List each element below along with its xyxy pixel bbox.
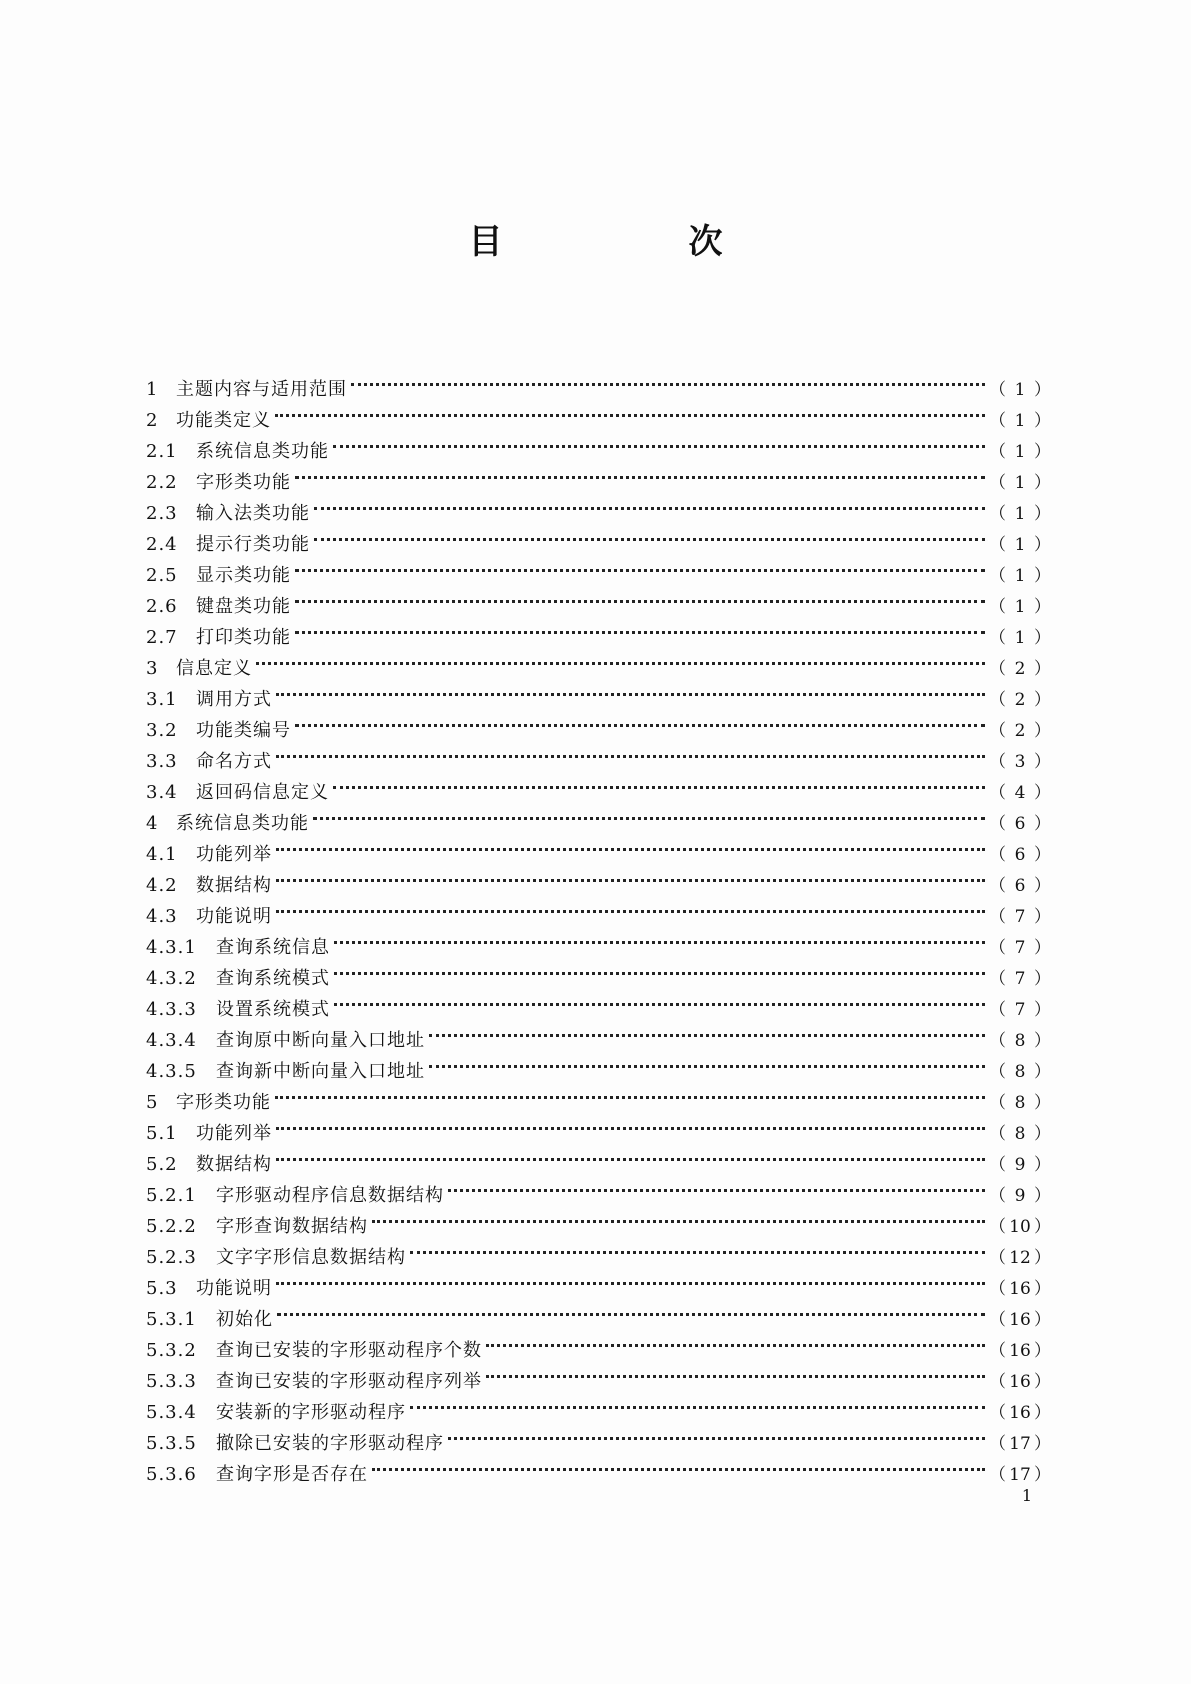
- toc-entry-page-number: 16: [1009, 1372, 1031, 1392]
- toc-entry-label: 功能列举: [196, 1123, 272, 1144]
- toc-entry[interactable]: [146, 1325, 1051, 1361]
- toc-entry-page-number: 1: [1014, 504, 1026, 524]
- toc-entry-page: [989, 809, 1051, 840]
- toc-entry-label: 功能说明: [196, 906, 272, 927]
- toc-entry-page: [989, 1274, 1051, 1305]
- toc-entry-label: 查询字形是否存在: [216, 1464, 368, 1485]
- paren-close: ）: [1034, 1310, 1051, 1330]
- toc-entry-page: [989, 747, 1051, 778]
- paren-close: ）: [1034, 814, 1051, 834]
- toc-entry-label: 字形查询数据结构: [216, 1216, 368, 1237]
- paren-close: ）: [1034, 1124, 1051, 1144]
- paren-open: （: [989, 659, 1006, 679]
- toc-entry-page-number: 8: [1014, 1031, 1026, 1051]
- toc-entry-label: 信息定义: [176, 658, 252, 679]
- paren-close: ）: [1034, 442, 1051, 462]
- toc-entry-number: 3.3: [146, 751, 178, 772]
- toc-entry-page-number: 6: [1014, 876, 1026, 896]
- toc-entry-page-number: 1: [1014, 628, 1026, 648]
- toc-entry-number: 5.3.6: [146, 1464, 197, 1485]
- paren-open: （: [989, 814, 1006, 834]
- toc-entry[interactable]: [146, 891, 1051, 927]
- toc-entry-label: 打印类功能: [196, 627, 291, 648]
- paren-open: （: [989, 969, 1006, 989]
- toc-entry-label: 字形类功能: [176, 1092, 271, 1113]
- toc-entry-number: 4.2: [146, 875, 178, 896]
- toc-entry-label: 查询已安装的字形驱动程序个数: [216, 1340, 482, 1361]
- toc-entry[interactable]: [146, 767, 1051, 803]
- dot-leader: [275, 395, 985, 426]
- dot-leader: [448, 1170, 985, 1201]
- paren-close: ）: [1034, 659, 1051, 679]
- paren-close: ）: [1034, 1403, 1051, 1423]
- toc-entry-page: [989, 1181, 1051, 1212]
- toc-entry-number: 5.1: [146, 1123, 178, 1144]
- toc-entry-page: [989, 406, 1051, 437]
- paren-open: （: [989, 690, 1006, 710]
- toc-entry-number: 5.3.1: [146, 1309, 197, 1330]
- toc-entry-number: 4.3: [146, 906, 178, 927]
- toc-entry-page: [989, 592, 1051, 623]
- toc-entry-page-number: 7: [1014, 907, 1026, 927]
- toc-entry-label: 键盘类功能: [196, 596, 291, 617]
- table-of-contents: [146, 364, 1051, 1485]
- paren-open: （: [989, 752, 1006, 772]
- paren-open: （: [989, 1186, 1006, 1206]
- paren-close: ）: [1034, 938, 1051, 958]
- paren-close: ）: [1034, 1434, 1051, 1454]
- paren-open: （: [989, 1031, 1006, 1051]
- dot-leader: [295, 612, 985, 643]
- toc-entry-page: [989, 871, 1051, 902]
- toc-entry-number: 4.3.2: [146, 968, 197, 989]
- toc-entry[interactable]: [146, 674, 1051, 710]
- toc-entry-label: 功能列举: [196, 844, 272, 865]
- toc-entry[interactable]: [146, 829, 1051, 865]
- toc-entry[interactable]: [146, 1077, 1051, 1113]
- dot-leader: [295, 581, 985, 612]
- toc-entry-number: 2.5: [146, 565, 178, 586]
- toc-entry-label: 查询原中断向量入口地址: [216, 1030, 425, 1051]
- paren-close: ）: [1034, 1062, 1051, 1082]
- toc-entry[interactable]: [146, 1139, 1051, 1175]
- dot-leader: [334, 953, 985, 984]
- dot-leader: [372, 1201, 985, 1232]
- paren-close: ）: [1034, 1217, 1051, 1237]
- toc-entry-page: [989, 1026, 1051, 1057]
- toc-entry-page-number: 4: [1014, 783, 1026, 803]
- dot-leader: [256, 643, 985, 674]
- toc-entry[interactable]: [146, 1294, 1051, 1330]
- toc-entry-label: 查询新中断向量入口地址: [216, 1061, 425, 1082]
- dot-leader: [429, 1046, 985, 1077]
- paren-open: （: [989, 1217, 1006, 1237]
- dot-leader: [276, 829, 985, 860]
- toc-entry-label: 显示类功能: [196, 565, 291, 586]
- toc-entry-number: 5.3.3: [146, 1371, 197, 1392]
- toc-entry-page-number: 2: [1014, 659, 1026, 679]
- dot-leader: [486, 1325, 985, 1356]
- dot-leader: [276, 1139, 985, 1170]
- toc-entry-number: 5.3.4: [146, 1402, 197, 1423]
- toc-entry-number: 5.3.5: [146, 1433, 197, 1454]
- paren-close: ）: [1034, 566, 1051, 586]
- toc-entry-page-number: 17: [1009, 1434, 1031, 1454]
- toc-entry-page-number: 1: [1014, 380, 1026, 400]
- paren-close: ）: [1034, 473, 1051, 493]
- toc-entry-page: [989, 933, 1051, 964]
- toc-entry[interactable]: [146, 1170, 1051, 1206]
- toc-entry-number: 4.3.1: [146, 937, 197, 958]
- toc-entry[interactable]: [146, 705, 1051, 741]
- toc-entry-label: 系统信息类功能: [196, 441, 329, 462]
- toc-entry-page-number: 1: [1014, 597, 1026, 617]
- toc-entry-page-number: 7: [1014, 969, 1026, 989]
- toc-entry-number: 5.2.1: [146, 1185, 197, 1206]
- paren-close: ）: [1034, 380, 1051, 400]
- paren-open: （: [989, 1310, 1006, 1330]
- paren-open: （: [989, 1372, 1006, 1392]
- toc-entry-page: [989, 375, 1051, 406]
- dot-leader: [276, 1263, 985, 1294]
- toc-entry-page: [989, 902, 1051, 933]
- dot-leader: [410, 1387, 985, 1418]
- toc-entry-page: [989, 778, 1051, 809]
- toc-entry-number: 4.3.4: [146, 1030, 197, 1051]
- toc-entry-number: 2.3: [146, 503, 178, 524]
- toc-entry-page: [989, 437, 1051, 468]
- paren-open: （: [989, 411, 1006, 431]
- paren-open: （: [989, 597, 1006, 617]
- toc-entry-label: 安装新的字形驱动程序: [216, 1402, 406, 1423]
- dot-leader: [276, 674, 985, 705]
- dot-leader: [372, 1449, 985, 1480]
- toc-entry-label: 功能类定义: [176, 410, 271, 431]
- toc-entry-label: 命名方式: [196, 751, 272, 772]
- dot-leader: [448, 1418, 985, 1449]
- paren-open: （: [989, 380, 1006, 400]
- toc-entry-label: 初始化: [216, 1309, 273, 1330]
- toc-entry-page-number: 17: [1009, 1465, 1031, 1485]
- toc-entry-number: 4: [146, 813, 159, 834]
- toc-entry-page: [989, 1057, 1051, 1088]
- dot-leader: [313, 798, 985, 829]
- toc-entry-page: [989, 1336, 1051, 1367]
- dot-leader: [351, 364, 985, 395]
- toc-entry-label: 文字字形信息数据结构: [216, 1247, 406, 1268]
- toc-entry-number: 5.2: [146, 1154, 178, 1175]
- toc-entry-page: [989, 1367, 1051, 1398]
- dot-leader: [295, 705, 985, 736]
- toc-entry-number: 3.1: [146, 689, 178, 710]
- toc-entry-page-number: 1: [1014, 535, 1026, 555]
- toc-entry-page-number: 16: [1009, 1310, 1031, 1330]
- paren-close: ）: [1034, 411, 1051, 431]
- toc-entry-number: 4.3.3: [146, 999, 197, 1020]
- toc-entry-page: [989, 1150, 1051, 1181]
- toc-entry-number: 5.2.2: [146, 1216, 197, 1237]
- toc-entry-page: [989, 1429, 1051, 1460]
- paren-close: ）: [1034, 1279, 1051, 1299]
- paren-close: ）: [1034, 1031, 1051, 1051]
- dot-leader: [295, 550, 985, 581]
- paren-open: （: [989, 1465, 1006, 1485]
- toc-entry-page: [989, 716, 1051, 747]
- toc-entry-label: 字形驱动程序信息数据结构: [216, 1185, 444, 1206]
- toc-entry-page-number: 1: [1014, 411, 1026, 431]
- paren-close: ）: [1034, 845, 1051, 865]
- toc-entry-number: 3: [146, 658, 159, 679]
- toc-entry-page: [989, 623, 1051, 654]
- dot-leader: [277, 1294, 985, 1325]
- toc-entry-number: 4.1: [146, 844, 178, 865]
- toc-entry-label: 数据结构: [196, 875, 272, 896]
- paren-close: ）: [1034, 1186, 1051, 1206]
- toc-entry-page: [989, 654, 1051, 685]
- paren-open: （: [989, 876, 1006, 896]
- toc-entry-page-number: 2: [1014, 721, 1026, 741]
- toc-entry-page-number: 7: [1014, 1000, 1026, 1020]
- toc-entry-number: 3.4: [146, 782, 178, 803]
- toc-entry-page: [989, 964, 1051, 995]
- toc-entry-label: 系统信息类功能: [176, 813, 309, 834]
- paren-close: ）: [1034, 1248, 1051, 1268]
- toc-entry-page-number: 3: [1014, 752, 1026, 772]
- paren-open: （: [989, 721, 1006, 741]
- toc-entry-page-number: 9: [1014, 1155, 1026, 1175]
- dot-leader: [276, 1108, 985, 1139]
- toc-entry-label: 功能类编号: [196, 720, 291, 741]
- toc-entry-number: 5.3.2: [146, 1340, 197, 1361]
- toc-entry[interactable]: [146, 1108, 1051, 1144]
- paren-close: ）: [1034, 1093, 1051, 1113]
- toc-entry-page: [989, 995, 1051, 1026]
- paren-close: ）: [1034, 1000, 1051, 1020]
- toc-entry-label: 主题内容与适用范围: [176, 379, 347, 400]
- toc-entry-page-number: 16: [1009, 1279, 1031, 1299]
- dot-leader: [276, 860, 985, 891]
- dot-leader: [486, 1356, 985, 1387]
- paren-close: ）: [1034, 628, 1051, 648]
- toc-entry-page-number: 1: [1014, 442, 1026, 462]
- dot-leader: [275, 1077, 985, 1108]
- toc-entry[interactable]: [146, 643, 1051, 679]
- paren-close: ）: [1034, 1372, 1051, 1392]
- paren-close: ）: [1034, 597, 1051, 617]
- toc-entry-page: [989, 499, 1051, 530]
- page-number: 1: [1021, 1486, 1033, 1505]
- toc-entry-page-number: 12: [1009, 1248, 1031, 1268]
- paren-close: ）: [1034, 907, 1051, 927]
- paren-close: ）: [1034, 535, 1051, 555]
- paren-open: （: [989, 566, 1006, 586]
- toc-entry-label: 返回码信息定义: [196, 782, 329, 803]
- toc-entry-page-number: 1: [1014, 473, 1026, 493]
- toc-entry-page: [989, 1398, 1051, 1429]
- paren-close: ）: [1034, 969, 1051, 989]
- toc-entry[interactable]: [146, 1263, 1051, 1299]
- toc-entry[interactable]: [146, 922, 1051, 958]
- paren-open: （: [989, 1155, 1006, 1175]
- toc-entry[interactable]: [146, 364, 1051, 400]
- toc-entry-page-number: 10: [1009, 1217, 1031, 1237]
- paren-close: ）: [1034, 504, 1051, 524]
- toc-entry-number: 2: [146, 410, 159, 431]
- paren-open: （: [989, 1093, 1006, 1113]
- dot-leader: [276, 891, 985, 922]
- toc-entry-page-number: 6: [1014, 845, 1026, 865]
- toc-entry-page-number: 16: [1009, 1403, 1031, 1423]
- dot-leader: [429, 1015, 985, 1046]
- page-title: 目 次: [468, 222, 799, 262]
- toc-entry[interactable]: [146, 426, 1051, 462]
- paren-open: （: [989, 473, 1006, 493]
- paren-close: ）: [1034, 752, 1051, 772]
- dot-leader: [333, 767, 985, 798]
- paren-close: ）: [1034, 876, 1051, 896]
- toc-entry-label: 调用方式: [196, 689, 272, 710]
- toc-entry-page-number: 6: [1014, 814, 1026, 834]
- paren-close: ）: [1034, 690, 1051, 710]
- toc-entry-label: 查询系统模式: [216, 968, 330, 989]
- dot-leader: [295, 457, 985, 488]
- dot-leader: [410, 1232, 985, 1263]
- toc-entry-number: 5: [146, 1092, 159, 1113]
- toc-entry-label: 输入法类功能: [196, 503, 310, 524]
- toc-entry-number: 2.7: [146, 627, 178, 648]
- toc-entry-page-number: 9: [1014, 1186, 1026, 1206]
- paren-open: （: [989, 1341, 1006, 1361]
- dot-leader: [314, 519, 985, 550]
- toc-entry[interactable]: [146, 736, 1051, 772]
- toc-entry-label: 查询已安装的字形驱动程序列举: [216, 1371, 482, 1392]
- toc-entry-number: 3.2: [146, 720, 178, 741]
- toc-entry-label: 查询系统信息: [216, 937, 330, 958]
- paren-close: ）: [1034, 1465, 1051, 1485]
- toc-entry-page: [989, 1088, 1051, 1119]
- toc-entry-label: 设置系统模式: [216, 999, 330, 1020]
- toc-entry-page-number: 8: [1014, 1062, 1026, 1082]
- paren-open: （: [989, 907, 1006, 927]
- toc-entry-page: [989, 685, 1051, 716]
- toc-entry-page: [989, 1119, 1051, 1150]
- toc-entry-number: 5.3: [146, 1278, 178, 1299]
- paren-open: （: [989, 1248, 1006, 1268]
- paren-close: ）: [1034, 721, 1051, 741]
- toc-entry[interactable]: [146, 395, 1051, 431]
- toc-entry-label: 字形类功能: [196, 472, 291, 493]
- toc-entry-page-number: 8: [1014, 1124, 1026, 1144]
- toc-entry-page: [989, 840, 1051, 871]
- toc-entry-page-number: 2: [1014, 690, 1026, 710]
- toc-entry-number: 2.6: [146, 596, 178, 617]
- dot-leader: [314, 488, 985, 519]
- toc-entry-label: 数据结构: [196, 1154, 272, 1175]
- paren-close: ）: [1034, 1155, 1051, 1175]
- toc-entry-label: 提示行类功能: [196, 534, 310, 555]
- dot-leader: [334, 922, 985, 953]
- toc-entry-page-number: 1: [1014, 566, 1026, 586]
- paren-open: （: [989, 1279, 1006, 1299]
- toc-entry[interactable]: [146, 860, 1051, 896]
- paren-open: （: [989, 628, 1006, 648]
- paren-open: （: [989, 938, 1006, 958]
- toc-entry-page-number: 7: [1014, 938, 1026, 958]
- paren-open: （: [989, 845, 1006, 865]
- paren-close: ）: [1034, 783, 1051, 803]
- toc-entry-page: [989, 1243, 1051, 1274]
- paren-open: （: [989, 442, 1006, 462]
- toc-entry-number: 2.1: [146, 441, 178, 462]
- toc-entry-label: 功能说明: [196, 1278, 272, 1299]
- dot-leader: [334, 984, 985, 1015]
- toc-entry-number: 2.2: [146, 472, 178, 493]
- paren-open: （: [989, 1124, 1006, 1144]
- toc-entry-page: [989, 561, 1051, 592]
- toc-entry-label: 撤除已安装的字形驱动程序: [216, 1433, 444, 1454]
- toc-entry-page: [989, 530, 1051, 561]
- dot-leader: [333, 426, 985, 457]
- toc-entry-number: 5.2.3: [146, 1247, 197, 1268]
- dot-leader: [276, 736, 985, 767]
- paren-open: （: [989, 1403, 1006, 1423]
- paren-open: （: [989, 1062, 1006, 1082]
- toc-entry-page: [989, 468, 1051, 499]
- paren-open: （: [989, 535, 1006, 555]
- paren-open: （: [989, 1000, 1006, 1020]
- toc-entry-number: 2.4: [146, 534, 178, 555]
- paren-close: ）: [1034, 1341, 1051, 1361]
- toc-entry-page: [989, 1305, 1051, 1336]
- toc-entry-page: [989, 1212, 1051, 1243]
- toc-entry-number: 4.3.5: [146, 1061, 197, 1082]
- paren-open: （: [989, 504, 1006, 524]
- toc-entry-number: 1: [146, 379, 159, 400]
- paren-open: （: [989, 1434, 1006, 1454]
- toc-entry-page-number: 8: [1014, 1093, 1026, 1113]
- toc-entry-page-number: 16: [1009, 1341, 1031, 1361]
- paren-open: （: [989, 783, 1006, 803]
